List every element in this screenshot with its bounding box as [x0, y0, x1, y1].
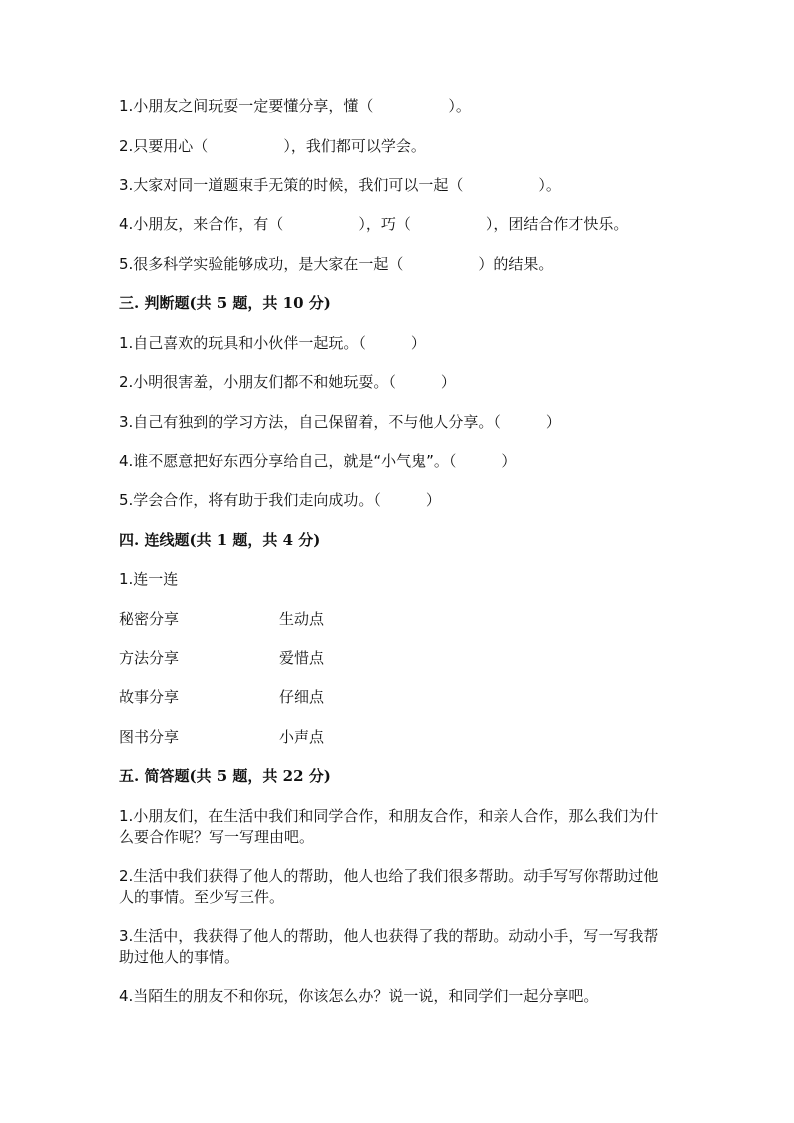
- match-left-item-2: 方法分享: [119, 649, 180, 667]
- judgment-item-4: 4.谁不愿意把好东西分享给自己，就是“小气鬼”。（ ）: [119, 452, 517, 470]
- section-heading-short-answer: 五. 简答题(共 5 题，共 22 分): [119, 767, 331, 785]
- fill-blank-item-3: 3.大家对同一道题束手无策的时候，我们可以一起（ ）。: [119, 176, 561, 194]
- match-left-item-1: 秘密分享: [119, 610, 180, 628]
- short-answer-item-4: 4.当陌生的朋友不和你玩，你该怎么办？说一说，和同学们一起分享吧。: [119, 987, 599, 1005]
- short-answer-item-2: 2.生活中我们获得了他人的帮助，他人也给了我们很多帮助。动手写写你帮助过他人的事情。至少写三件。: [119, 867, 659, 906]
- short-answer-item-1: 1.小朋友们，在生活中我们和同学合作，和朋友合作，和亲人合作，那么我们为什么要合作呢？写一写理由吧。: [119, 807, 659, 846]
- match-right-item-3: 仔细点: [279, 688, 325, 706]
- short-answer-item-3: 3.生活中，我获得了他人的帮助，他人也获得了我的帮助。动动小手，写一写我帮助过他人的事情。: [119, 927, 659, 966]
- fill-blank-item-2: 2.只要用心（ ），我们都可以学会。: [119, 137, 426, 155]
- judgment-item-3: 3.自己有独到的学习方法，自己保留着，不与他人分享。（ ）: [119, 413, 561, 431]
- match-right-item-1: 生动点: [279, 610, 325, 628]
- fill-blank-item-5: 5.很多科学实验能够成功，是大家在一起（ ）的结果。: [119, 255, 554, 273]
- match-right-item-4: 小声点: [279, 728, 325, 746]
- judgment-item-2: 2.小明很害羞，小朋友们都不和她玩耍。（ ）: [119, 373, 456, 391]
- section-heading-matching: 四. 连线题(共 1 题，共 4 分): [119, 531, 321, 549]
- fill-blank-item-4: 4.小朋友，来合作，有（ ），巧（ ），团结合作才快乐。: [119, 215, 629, 233]
- match-left-item-4: 图书分享: [119, 728, 180, 746]
- judgment-item-1: 1.自己喜欢的玩具和小伙伴一起玩。（ ）: [119, 334, 426, 352]
- match-right-item-2: 爱惜点: [279, 649, 325, 667]
- fill-blank-item-1: 1.小朋友之间玩耍一定要懂分享，懂（ ）。: [119, 97, 471, 115]
- section-heading-judgment: 三. 判断题(共 5 题，共 10 分): [119, 294, 331, 312]
- judgment-item-5: 5.学会合作，将有助于我们走向成功。（ ）: [119, 491, 441, 509]
- matching-question: 1.连一连: [119, 570, 179, 588]
- match-left-item-3: 故事分享: [119, 688, 180, 706]
